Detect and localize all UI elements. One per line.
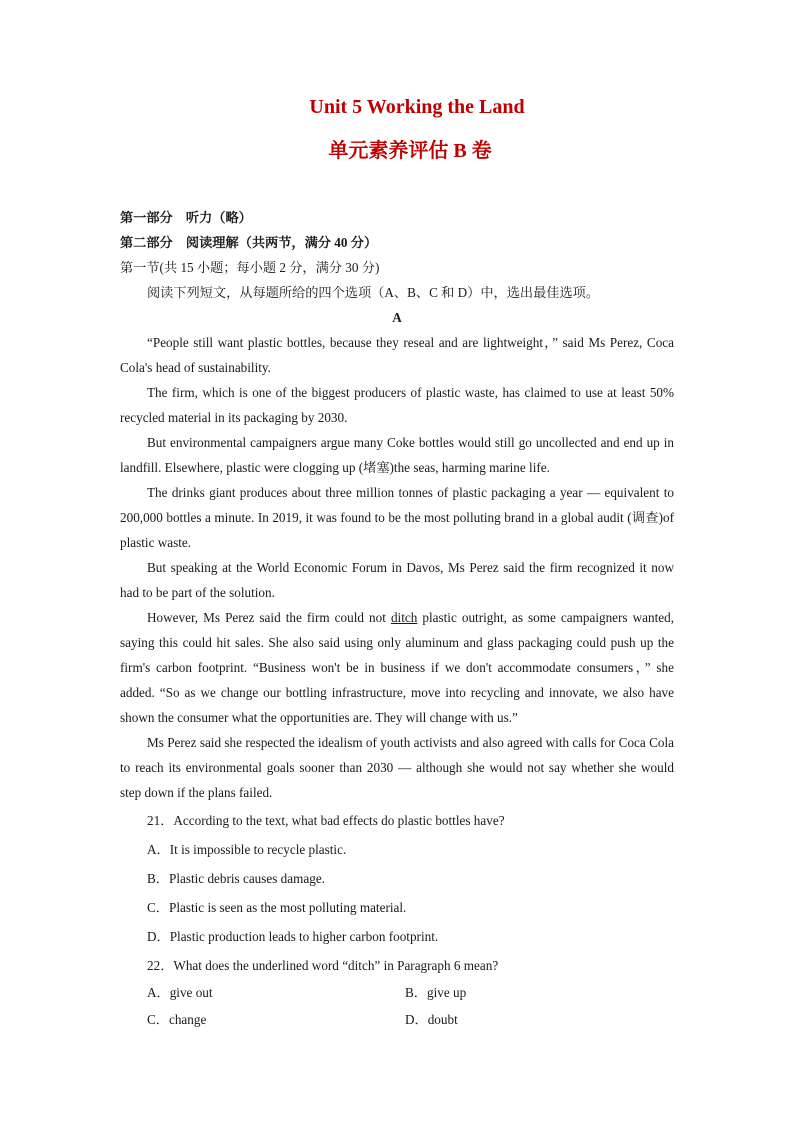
question-22-options-row-2 xyxy=(120,1006,674,1033)
question-21-option-d: D．Plastic production leads to higher carbon footprint. xyxy=(147,929,439,944)
question-22-option-a: A．give out xyxy=(147,985,213,1000)
underlined-word-ditch: ditch xyxy=(390,610,418,625)
question-21-option-a: A．It is impossible to recycle plastic. xyxy=(147,842,347,857)
paragraph-5: But speaking at the World Economic Forum in Davos, Ms Perez said the firm recognized it now had to be part of the solution. xyxy=(120,560,674,600)
instruction-text: 阅读下列短文，从每题所给的四个选项（A、B、C 和 D）中，选出最佳选项。 xyxy=(147,285,600,300)
paragraph-3: But environmental campaigners argue many Coke bottles would still go uncollected and end up in landfill. Elsewhere, plastic were clogging up (堵塞)the seas, harming marine life. xyxy=(120,435,674,475)
part1-heading: 第一部分 听力（略） xyxy=(120,210,252,225)
question-22-option-c: C．change xyxy=(147,1012,207,1027)
paragraph-6-before: However, Ms Perez said the firm could not xyxy=(147,610,391,625)
paragraph-1: “People still want plastic bottles, because they reseal and are lightweight，” said Ms Perez, Coca Cola's head of sustainability. xyxy=(120,335,674,375)
question-21-option-c: C．Plastic is seen as the most polluting material. xyxy=(147,900,407,915)
paragraph-4: The drinks giant produces about three million tonnes of plastic packaging a year — equivalent to 200,000 bottles a minute. In 2019, it was found to be the most polluting brand in a global audit (调查)of plastic waste. xyxy=(120,485,674,550)
question-22-option-b: B．give up xyxy=(405,985,467,1000)
paragraph-2: The firm, which is one of the biggest producers of plastic waste, has claimed to use at least 50% recycled material in its packaging by 2030. xyxy=(120,385,674,425)
section1-heading: 第一节(共 15 小题；每小题 2 分，满分 30 分) xyxy=(120,260,380,275)
question-22-options-row-1 xyxy=(120,979,674,1006)
part2-heading: 第二部分 阅读理解（共两节，满分 40 分） xyxy=(120,235,378,250)
question-21-stem: 21．According to the text, what bad effects do plastic bottles have? xyxy=(147,813,505,828)
passage-label: A xyxy=(392,310,402,325)
paragraph-6-after: plastic outright, as some campaigners wanted, saying this could hit sales. She also said using only aluminum and glass packaging could push up the firm's carbon footprint. “Business won't be in business if we don't accommodate consumers，” she added. “So as we change our bottling infrastructure, move into recycling and innovate, we also have shown the consumer what the opportunities are. They will change with us.” xyxy=(120,610,674,725)
question-21-option-b: B．Plastic debris causes damage. xyxy=(147,871,325,886)
paragraph-7: Ms Perez said she respected the idealism of youth activists and also agreed with calls for Coca Cola to reach its environmental goals sooner than 2030 — although she would not say whether she would step down if the plans failed. xyxy=(120,735,674,800)
question-22-stem: 22．What does the underlined word “ditch” in Paragraph 6 mean? xyxy=(147,958,499,973)
question-22-option-d: D．doubt xyxy=(405,1012,458,1027)
page-subtitle: 单元素养评估 B 卷 xyxy=(328,140,492,162)
page-title: Unit 5 Working the Land xyxy=(309,96,525,118)
paragraph-6 xyxy=(120,605,674,730)
document-body xyxy=(120,205,674,1033)
